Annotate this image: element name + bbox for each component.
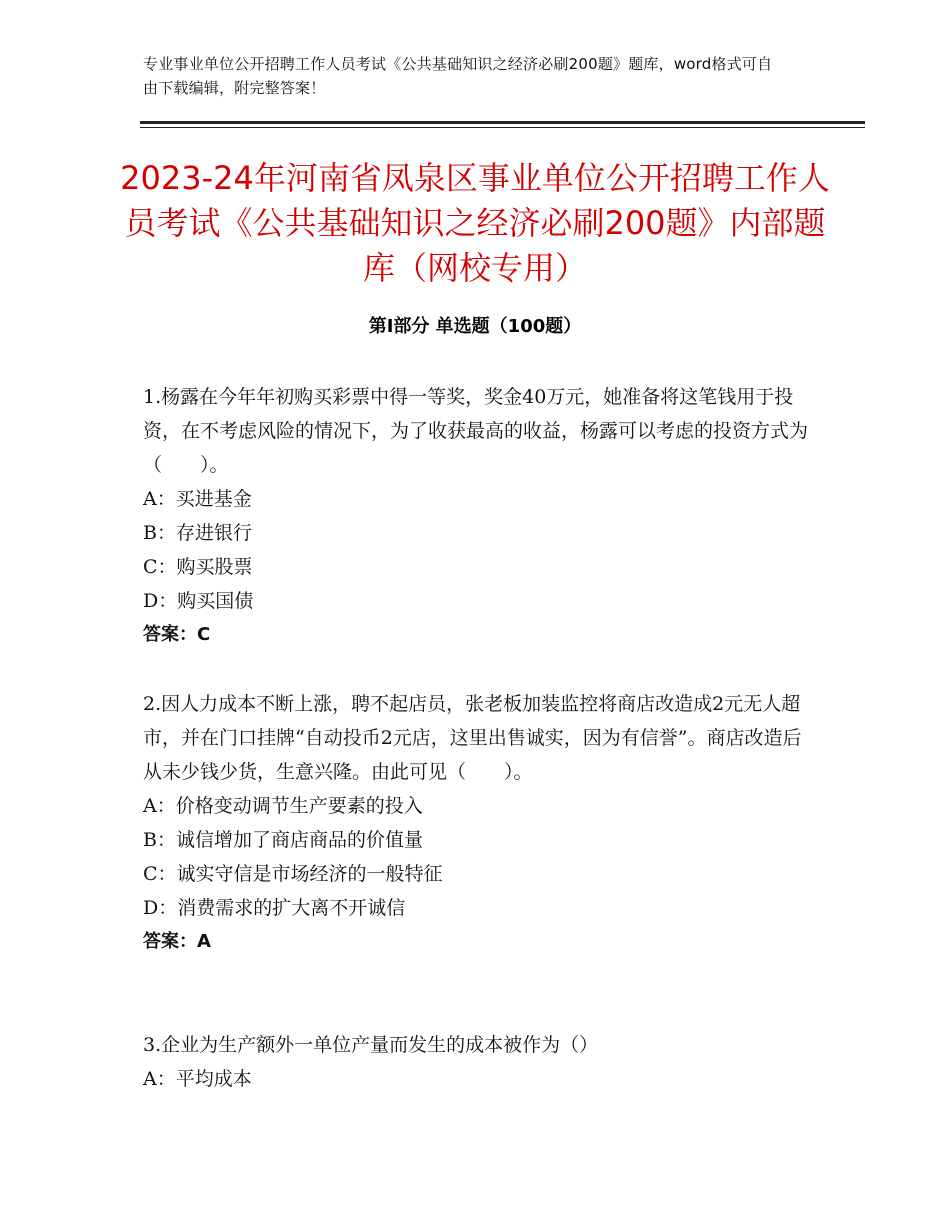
option-d: D：购买国债	[143, 590, 254, 612]
header-divider-thick	[140, 121, 865, 124]
question-1	[143, 380, 813, 652]
question-text: 3.企业为生产额外一单位产量而发生的成本被作为（）	[143, 1034, 599, 1056]
answer: 答案：A	[143, 931, 211, 952]
document-title: 2023-24年河南省凤泉区事业单位公开招聘工作人员考试《公共基础知识之经济必刷200题》内部题库（网校专用）	[120, 159, 830, 287]
option-b: B：存进银行	[143, 522, 252, 544]
question-2	[143, 687, 813, 959]
option-d: D：消费需求的扩大离不开诚信	[143, 897, 406, 919]
option-a: A：买进基金	[143, 488, 252, 510]
option-a: A：价格变动调节生产要素的投入	[143, 795, 423, 817]
question-text: 1.杨露在今年年初购买彩票中得一等奖，奖金40万元，她准备将这笔钱用于投资，在不考虑风险的情况下，为了收获最高的收益，杨露可以考虑的投资方式为（ ）。	[143, 386, 809, 476]
section-heading: 第Ⅰ部分 单选题（100题）	[368, 316, 582, 337]
header-divider-thin	[140, 127, 865, 128]
option-a: A：平均成本	[143, 1068, 252, 1090]
option-c: C：购买股票	[143, 556, 253, 578]
option-c: C：诚实守信是市场经济的一般特征	[143, 863, 443, 885]
option-b: B：诚信增加了商店商品的价值量	[143, 829, 423, 851]
header-note: 专业事业单位公开招聘工作人员考试《公共基础知识之经济必刷200题》题库，word格式可自由下载编辑，附完整答案！	[143, 55, 773, 97]
answer: 答案：C	[143, 624, 211, 645]
question-3	[143, 1028, 813, 1096]
question-text: 2.因人力成本不断上涨，聘不起店员，张老板加装监控将商店改造成2元无人超市，并在门口挂牌“自动投币2元店，这里出售诚实，因为有信誉”。商店改造后从未少钱少货，生意兴隆。由此可见（ ）。	[143, 693, 802, 783]
